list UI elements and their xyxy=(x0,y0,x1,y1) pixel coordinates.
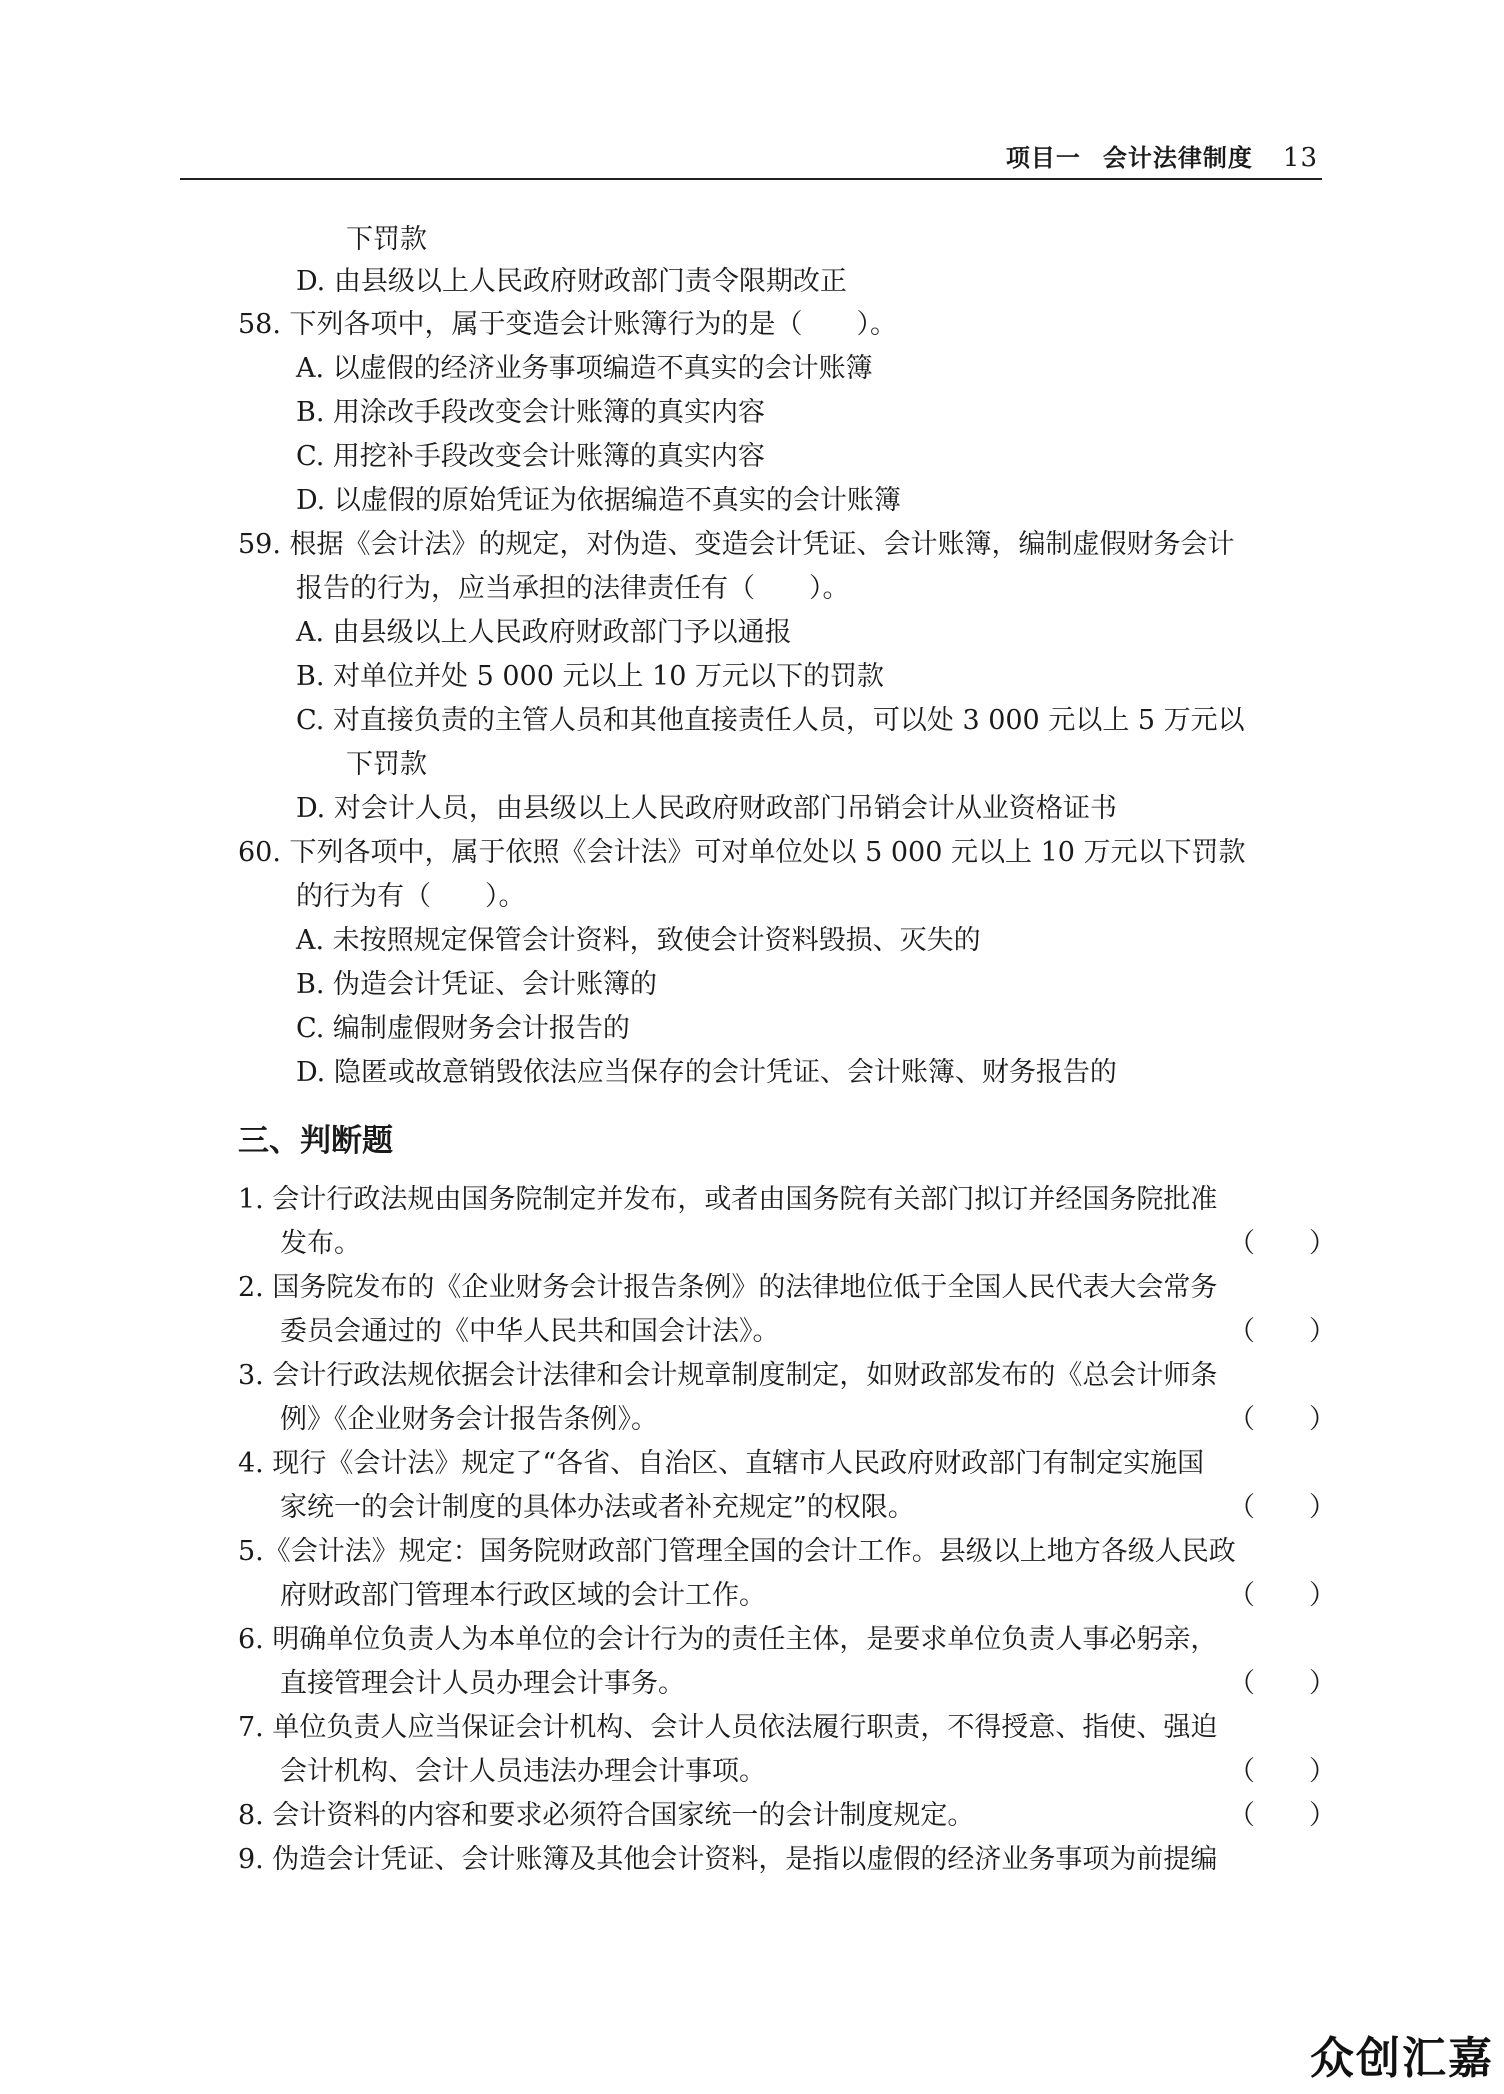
option-line: B. 用涂改手段改变会计账簿的真实内容 xyxy=(296,397,766,428)
option-line: A. 以虚假的经济业务事项编造不真实的会计账簿 xyxy=(296,353,873,384)
judgment-4: 4. 现行《会计法》规定了“各省、自治区、直辖市人民政府财政部门有制定实施国 xyxy=(238,1448,1205,1479)
judgment-1: 1. 会计行政法规由国务院制定并发布，或者由国务院有关部门拟订并经国务院批准 xyxy=(238,1184,1218,1215)
option-line: C. 用挖补手段改变会计账簿的真实内容 xyxy=(296,441,765,472)
header-rule xyxy=(180,178,1322,180)
answer-blank: （ ） xyxy=(1228,1316,1336,1347)
judgment-6: 6. 明确单位负责人为本单位的会计行为的责任主体，是要求单位负责人事必躬亲， xyxy=(238,1624,1218,1655)
section-heading: 三、判断题 xyxy=(238,1123,393,1159)
option-line: D. 以虚假的原始凭证为依据编造不真实的会计账簿 xyxy=(296,485,901,516)
option-line: D. 由县级以上人民政府财政部门责令限期改正 xyxy=(296,266,847,297)
option-line: A. 未按照规定保管会计资料，致使会计资料毁损、灭失的 xyxy=(296,925,981,956)
answer-blank: （ ） xyxy=(1228,1580,1336,1611)
option-line: B. 对单位并处 5 000 元以上 10 万元以下的罚款 xyxy=(296,661,884,692)
option-line: D. 隐匿或故意销毁依法应当保存的会计凭证、会计账簿、财务报告的 xyxy=(296,1057,1117,1088)
text-line: 下罚款 xyxy=(346,749,427,780)
answer-blank: （ ） xyxy=(1228,1800,1336,1831)
judgment-8: 8. 会计资料的内容和要求必须符合国家统一的会计制度规定。 xyxy=(238,1800,975,1831)
answer-blank: （ ） xyxy=(1228,1668,1336,1699)
text-line: 家统一的会计制度的具体办法或者补充规定”的权限。 xyxy=(280,1492,915,1523)
question-59: 59. 根据《会计法》的规定，对伪造、变造会计凭证、会计账簿，编制虚假财务会计 xyxy=(238,529,1235,560)
running-header xyxy=(0,138,1318,173)
judgment-2: 2. 国务院发布的《企业财务会计报告条例》的法律地位低于全国人民代表大会常务 xyxy=(238,1272,1218,1303)
judgment-5: 5.《会计法》规定：国务院财政部门管理全国的会计工作。县级以上地方各级人民政 xyxy=(238,1536,1236,1567)
text-line: 会计机构、会计人员违法办理会计事项。 xyxy=(280,1756,766,1787)
text-line: 例》《企业财务会计报告条例》。 xyxy=(280,1404,658,1435)
option-line: D. 对会计人员，由县级以上人民政府财政部门吊销会计从业资格证书 xyxy=(296,793,1117,824)
text-line: 发布。 xyxy=(280,1228,361,1259)
chapter-title: 会计法律制度 xyxy=(1102,144,1253,172)
text-line: 报告的行为，应当承担的法律责任有（ ）。 xyxy=(296,573,850,604)
page-number: 13 xyxy=(1282,143,1318,173)
option-line: C. 对直接负责的主管人员和其他直接责任人员，可以处 3 000 元以上 5 万元以 xyxy=(296,705,1245,736)
chapter-label: 项目一 xyxy=(1005,144,1081,172)
answer-blank: （ ） xyxy=(1228,1404,1336,1435)
text-line: 府财政部门管理本行政区域的会计工作。 xyxy=(280,1580,766,1611)
judgment-7: 7. 单位负责人应当保证会计机构、会计人员依法履行职责，不得授意、指使、强迫 xyxy=(238,1712,1218,1743)
text-line: 委员会通过的《中华人民共和国会计法》。 xyxy=(280,1316,780,1347)
question-60: 60. 下列各项中，属于依照《会计法》可对单位处以 5 000 元以上 10 万元以下罚款 xyxy=(238,837,1246,868)
text-line: 的行为有（ ）。 xyxy=(296,881,526,912)
option-line: B. 伪造会计凭证、会计账簿的 xyxy=(296,969,658,1000)
judgment-3: 3. 会计行政法规依据会计法律和会计规章制度制定，如财政部发布的《总会计师条 xyxy=(238,1360,1218,1391)
option-line: A. 由县级以上人民政府财政部门予以通报 xyxy=(296,617,792,648)
judgment-9: 9. 伪造会计凭证、会计账簿及其他会计资料，是指以虚假的经济业务事项为前提编 xyxy=(238,1844,1218,1875)
watermark-logo: 众创汇嘉 xyxy=(1310,2033,1494,2084)
answer-blank: （ ） xyxy=(1228,1492,1336,1523)
answer-blank: （ ） xyxy=(1228,1756,1336,1787)
text-line: 直接管理会计人员办理会计事务。 xyxy=(280,1668,685,1699)
option-line: C. 编制虚假财务会计报告的 xyxy=(296,1013,630,1044)
question-58: 58. 下列各项中，属于变造会计账簿行为的是（ ）。 xyxy=(238,309,898,340)
answer-blank: （ ） xyxy=(1228,1228,1336,1259)
text-line: 下罚款 xyxy=(346,224,427,255)
